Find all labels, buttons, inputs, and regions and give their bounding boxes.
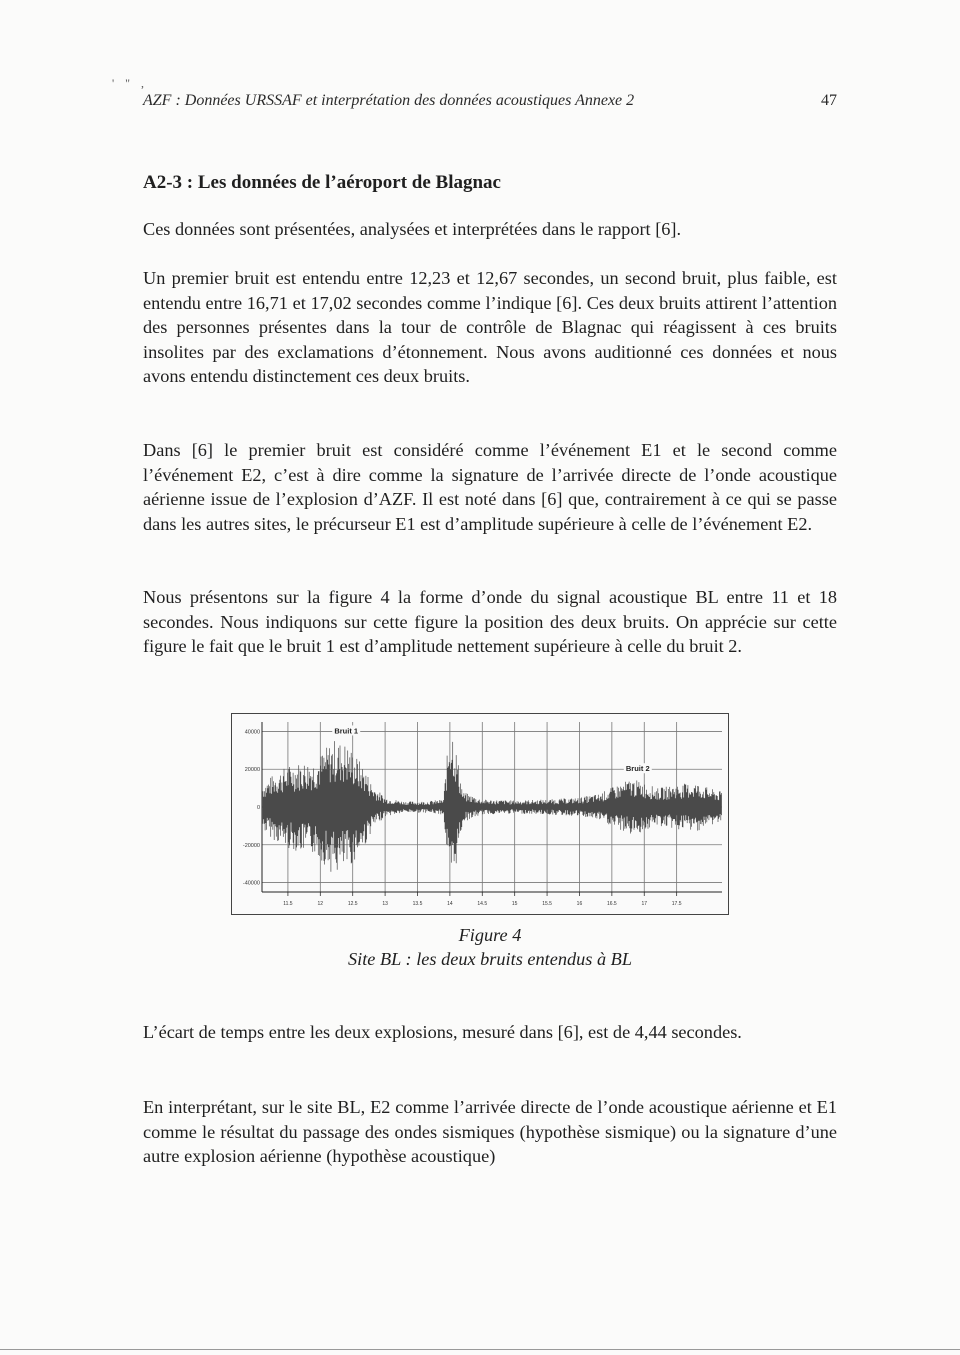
- x-tick-label: 17: [641, 901, 648, 907]
- y-tick-label: -20000: [242, 842, 260, 849]
- figure-caption-text: Site BL : les deux bruits entendus à BL: [347, 949, 632, 969]
- x-tick-label: 13: [382, 901, 388, 907]
- running-title: AZF : Données URSSAF et interprétation des données acoustiques Annexe 2: [143, 92, 635, 109]
- x-tick-label: 11.5: [283, 901, 293, 907]
- page-number: 47: [821, 92, 837, 109]
- waveform-trace: [263, 741, 722, 872]
- figure-caption-number: Figure 4: [458, 925, 522, 945]
- x-tick-label: 17.5: [671, 901, 682, 907]
- annotation-bruit-2: Bruit 2: [625, 764, 650, 774]
- y-tick-label: -40000: [242, 880, 260, 887]
- paragraph-1: Ces données sont présentées, analysées et interprétées dans le rapport [6].: [143, 219, 682, 239]
- page-bottom-edge: [0, 1349, 960, 1350]
- paragraph-3: Dans [6] le premier bruit est considéré comme l’événement E1 et le second comme l’événement E2, c’est à dire comme la signature de l’arrivée directe de l’onde acoustique aérienne issue de l’explosion d’AZF. Il est noté dans [6] que, contrairement à ce qui se passe dans les autres sites, le précurseur E1 est d’amplitude supérieure à celle de l’événement E2.: [143, 440, 837, 534]
- x-tick-label: 14: [447, 901, 453, 907]
- x-tick-label: 14.5: [477, 901, 488, 907]
- section-title: A2-3 : Les données de l’aéroport de Blagnac: [143, 172, 501, 193]
- y-tick-label: 20000: [244, 767, 260, 774]
- paragraph-5: L’écart de temps entre les deux explosions, mesuré dans [6], est de 4,44 secondes.: [143, 1022, 742, 1042]
- waveform-chart: [232, 714, 727, 913]
- annotations: [332, 725, 652, 773]
- x-tick-label: 16: [576, 901, 583, 907]
- x-tick-label: 12.5: [347, 901, 358, 907]
- paragraph-2: Un premier bruit est entendu entre 12,23 et 12,67 secondes, un second bruit, plus faible, est entendu entre 16,71 et 17,02 secondes comme l’indique [6]. Ces deux bruits attirent l’attention des personnes présentes dans la tour de contrôle de Blagnac qui réagissent à ces bruits insolites par des exclamations d’étonnement. Nous avons auditionné ces données et nous avons entendu distinctement ces deux bruits.: [143, 268, 837, 386]
- x-tick-label: 12: [317, 901, 324, 907]
- x-tick-label: 15.5: [542, 901, 552, 907]
- x-tick-label: 13.5: [412, 901, 423, 907]
- scan-marks: ' " ,: [112, 76, 149, 90]
- annotation-bruit-1: Bruit 1: [334, 726, 359, 736]
- paragraph-4: Nous présentons sur la figure 4 la forme d’onde du signal acoustique BL entre 11 et 18 secondes. Nous indiquons sur cette figure la position des deux bruits. On apprécie sur cette figure le fait que le bruit 1 est d’amplitude nettement supérieure à celle du bruit 2.: [143, 587, 837, 656]
- y-tick-label: 40000: [244, 729, 260, 736]
- y-tick-label: 0: [256, 805, 260, 811]
- running-header: [143, 92, 837, 110]
- waveform-series: [263, 741, 722, 872]
- x-tick-label: 16.5: [606, 901, 617, 907]
- x-tick-label: 15: [511, 901, 518, 907]
- waveform-figure: [231, 713, 729, 915]
- paragraph-6: En interprétant, sur le site BL, E2 comme l’arrivée directe de l’onde acoustique aérienne et E1 comme le résultat du passage des ondes sismiques (hypothèse sismique) ou la signature d’une autre explosion aérienne (hypothèse acoustique): [143, 1097, 837, 1166]
